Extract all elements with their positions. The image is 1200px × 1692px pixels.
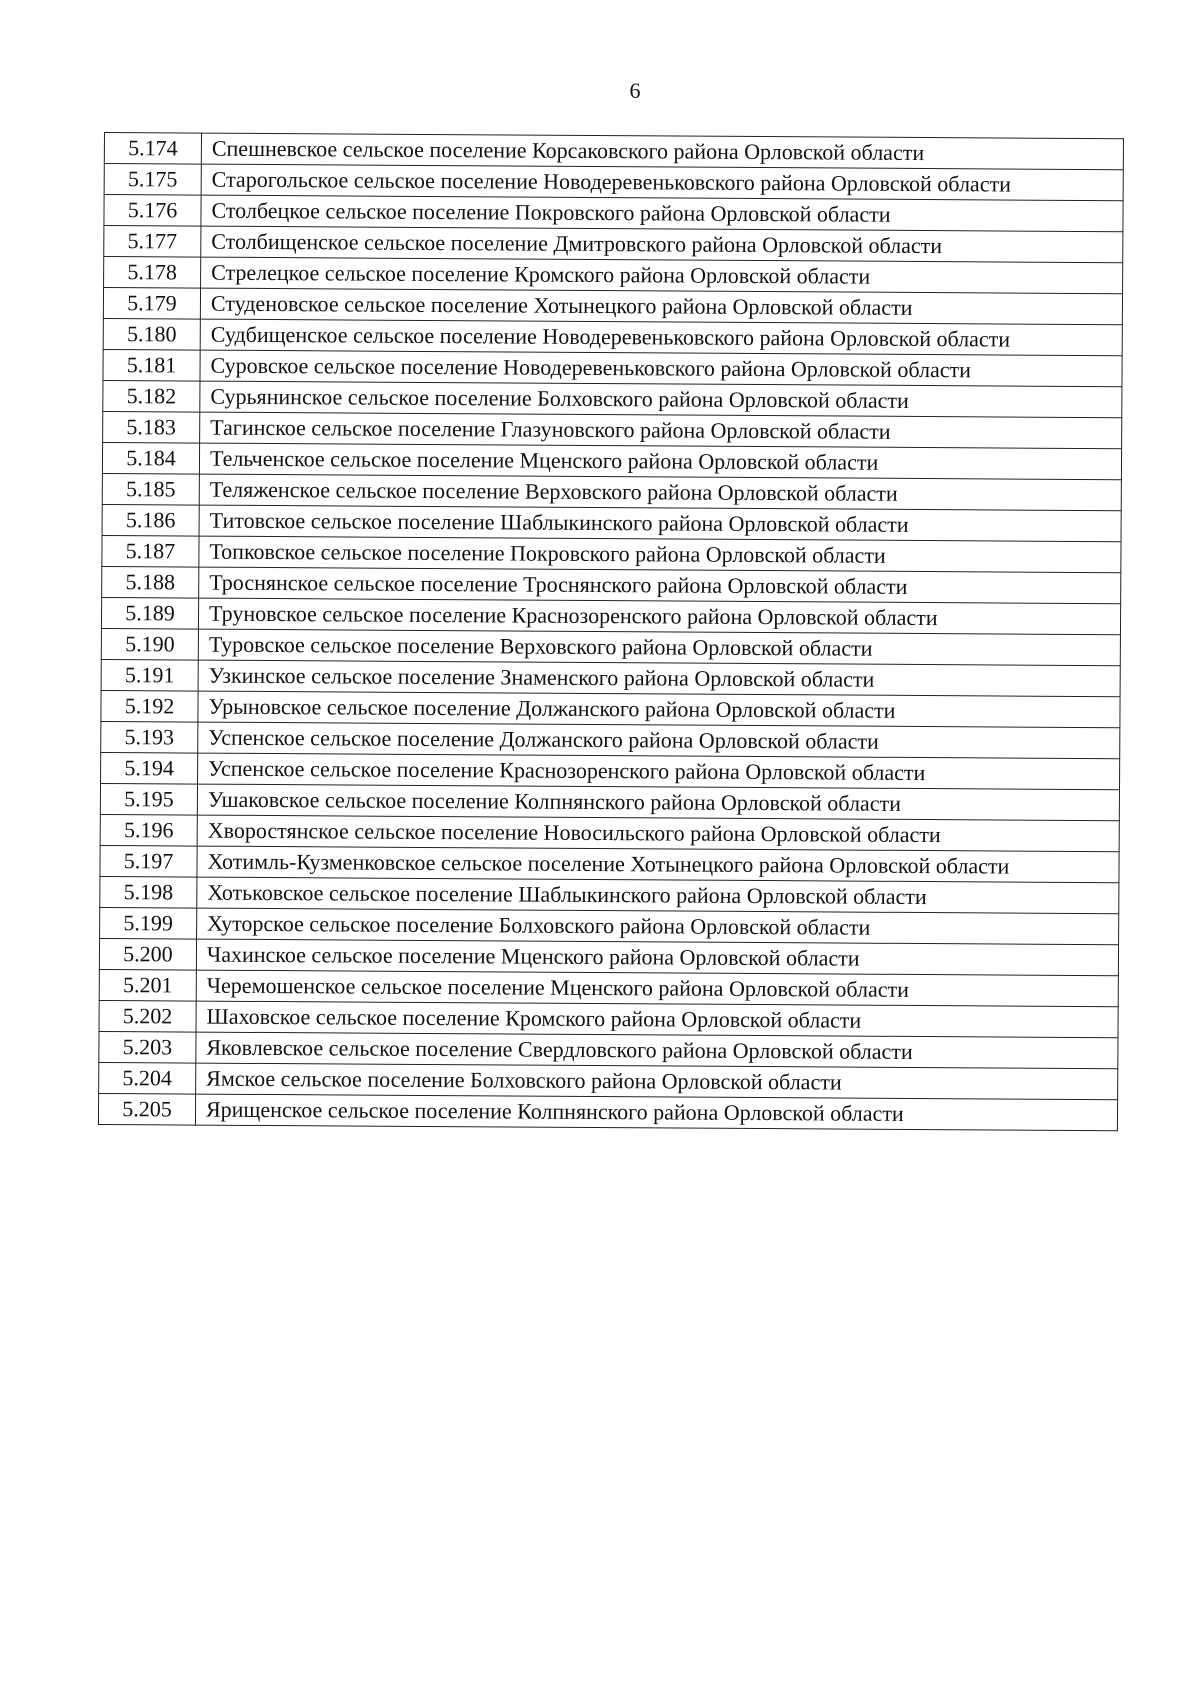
row-number-cell: 5.187	[102, 535, 199, 567]
settlement-name-cell: Хворостянское сельское поселение Новосильского района Орловской области	[197, 815, 1119, 852]
settlement-name-cell: Туровское сельское поселение Верховского района Орловской области	[198, 629, 1120, 666]
row-number-cell: 5.193	[101, 721, 198, 753]
row-number-cell: 5.205	[98, 1093, 195, 1125]
settlements-table	[98, 132, 1124, 1131]
settlement-name-cell: Столбищенское сельское поселение Дмитровского района Орловской области	[201, 226, 1123, 263]
row-number-cell: 5.189	[101, 597, 198, 629]
settlement-name-cell: Хотьковское сельское поселение Шаблыкинского района Орловской области	[197, 877, 1119, 914]
row-number-cell: 5.200	[99, 938, 196, 970]
settlement-name-cell: Тельченское сельское поселение Мценского района Орловской области	[199, 443, 1121, 480]
row-number-cell: 5.182	[103, 380, 200, 412]
row-number-cell: 5.185	[102, 473, 199, 505]
row-number-cell: 5.186	[102, 504, 199, 536]
settlement-name-cell: Судбищенское сельское поселение Новодеревеньковского района Орловской области	[200, 319, 1122, 356]
settlements-table-body	[98, 133, 1123, 1131]
row-number-cell: 5.199	[100, 907, 197, 939]
settlement-name-cell: Успенское сельское поселение Должанского района Орловской области	[198, 722, 1120, 759]
row-number-cell: 5.183	[103, 411, 200, 443]
settlement-name-cell: Успенское сельское поселение Краснозоренского района Орловской области	[198, 753, 1120, 790]
row-number-cell: 5.201	[99, 969, 196, 1001]
page-number: 6	[629, 78, 641, 103]
settlement-name-cell: Шаховское сельское поселение Кромского района Орловской области	[196, 1001, 1118, 1038]
settlement-name-cell: Яковлевское сельское поселение Свердловского района Орловской области	[196, 1032, 1118, 1069]
settlement-name-cell: Труновское сельское поселение Краснозоренского района Орловской области	[198, 598, 1120, 635]
row-number-cell: 5.192	[101, 690, 198, 722]
settlement-name-cell: Суровское сельское поселение Новодеревеньковского района Орловской области	[200, 350, 1122, 387]
settlement-name-cell: Черемошенское сельское поселение Мценского района Орловской области	[196, 970, 1118, 1007]
settlement-name-cell: Столбецкое сельское поселение Покровского района Орловской области	[201, 195, 1123, 232]
settlement-name-cell: Ярищенское сельское поселение Колпнянского района Орловской области	[195, 1094, 1117, 1131]
settlement-name-cell: Теляженское сельское поселение Верховского района Орловской области	[199, 474, 1121, 511]
row-number-cell: 5.184	[102, 442, 199, 474]
row-number-cell: 5.191	[101, 659, 198, 691]
row-number-cell: 5.203	[99, 1031, 196, 1063]
row-number-cell: 5.175	[104, 164, 201, 196]
row-number-cell: 5.204	[99, 1062, 196, 1094]
settlement-name-cell: Стрелецкое сельское поселение Кромского района Орловской области	[201, 257, 1123, 294]
settlement-name-cell: Титовское сельское поселение Шаблыкинского района Орловской области	[199, 505, 1121, 542]
row-number-cell: 5.174	[104, 133, 201, 165]
row-number-cell: 5.197	[100, 845, 197, 877]
row-number-cell: 5.180	[103, 318, 200, 350]
row-number-cell: 5.194	[101, 752, 198, 784]
row-number-cell: 5.177	[104, 226, 201, 258]
row-number-cell: 5.176	[104, 195, 201, 227]
row-number-cell: 5.179	[103, 288, 200, 320]
row-number-cell: 5.195	[100, 783, 197, 815]
row-number-cell: 5.181	[103, 349, 200, 381]
settlement-name-cell: Студеновское сельское поселение Хотынецкого района Орловской области	[200, 288, 1122, 325]
settlement-name-cell: Сурьянинское сельское поселение Болховского района Орловской области	[200, 381, 1122, 418]
row-number-cell: 5.196	[100, 814, 197, 846]
settlement-name-cell: Узкинское сельское поселение Знаменского района Орловской области	[198, 660, 1120, 697]
settlement-name-cell: Урыновское сельское поселение Должанского района Орловской области	[198, 691, 1120, 728]
settlement-name-cell: Тагинское сельское поселение Глазуновского района Орловской области	[200, 412, 1122, 449]
settlement-name-cell: Топковское сельское поселение Покровского района Орловской области	[199, 536, 1121, 573]
settlement-name-cell: Спешневское сельское поселение Корсаковского района Орловской области	[201, 133, 1123, 170]
settlement-name-cell: Ушаковское сельское поселение Колпнянского района Орловской области	[197, 784, 1119, 821]
row-number-cell: 5.202	[99, 1000, 196, 1032]
row-number-cell: 5.198	[100, 876, 197, 908]
settlement-name-cell: Старогольское сельское поселение Новодеревеньковского района Орловской области	[201, 164, 1123, 201]
row-number-cell: 5.190	[101, 628, 198, 660]
settlement-name-cell: Хуторское сельское поселение Болховского района Орловской области	[197, 908, 1119, 945]
settlement-name-cell: Хотимль-Кузменковское сельское поселение Хотынецкого района Орловской области	[197, 846, 1119, 883]
settlement-name-cell: Троснянское сельское поселение Троснянского района Орловской области	[199, 567, 1121, 604]
row-number-cell: 5.178	[104, 257, 201, 289]
row-number-cell: 5.188	[102, 566, 199, 598]
settlement-name-cell: Чахинское сельское поселение Мценского района Орловской области	[196, 939, 1118, 976]
table-row	[98, 1093, 1117, 1130]
settlement-name-cell: Ямское сельское поселение Болховского района Орловской области	[196, 1063, 1118, 1100]
